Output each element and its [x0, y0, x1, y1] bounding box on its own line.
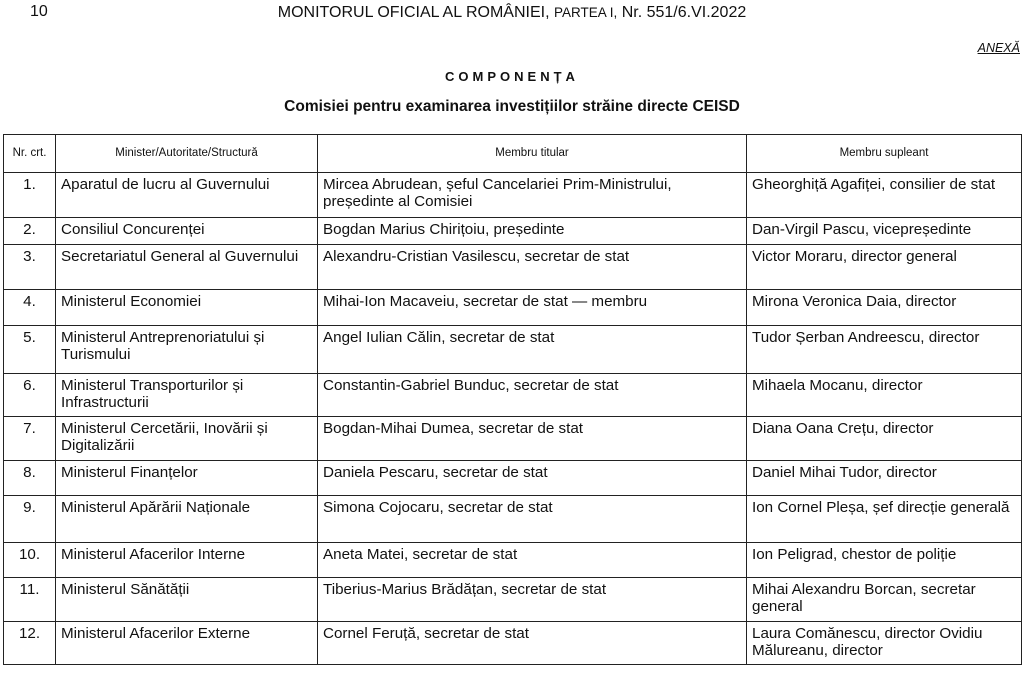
column-header-titular: Membru titular [318, 135, 747, 173]
table-row [4, 543, 1022, 578]
cell-nr: 1. [4, 173, 56, 218]
column-header-nr: Nr. crt. [4, 135, 56, 173]
cell-nr: 11. [4, 578, 56, 622]
gazette-header [0, 4, 1024, 22]
table-row [4, 622, 1022, 665]
page-number: 10 [30, 3, 48, 20]
cell-titular: Alexandru-Cristian Vasilescu, secretar de stat [318, 245, 747, 290]
cell-nr: 6. [4, 374, 56, 417]
composition-table [3, 134, 1022, 665]
cell-institution: Secretariatul General al Guvernului [56, 245, 318, 290]
table-row [4, 326, 1022, 374]
cell-supleant: Mihaela Mocanu, director [747, 374, 1022, 417]
column-header-institution: Minister/Autoritate/Structură [56, 135, 318, 173]
cell-institution: Ministerul Sănătății [56, 578, 318, 622]
cell-supleant: Diana Oana Crețu, director [747, 417, 1022, 461]
annex-label: ANEXĂ [977, 41, 1020, 55]
cell-institution: Ministerul Cercetării, Inovării și Digitalizării [56, 417, 318, 461]
cell-nr: 9. [4, 496, 56, 543]
table-header-row [4, 135, 1022, 173]
document-title: COMPONENȚA [445, 69, 579, 84]
cell-titular: Cornel Feruță, secretar de stat [318, 622, 747, 665]
cell-supleant: Mihai Alexandru Borcan, secretar general [747, 578, 1022, 622]
cell-supleant: Victor Moraru, director general [747, 245, 1022, 290]
table-row [4, 245, 1022, 290]
cell-supleant: Laura Comănescu, director Ovidiu Mălureanu, director [747, 622, 1022, 665]
cell-institution: Ministerul Afacerilor Interne [56, 543, 318, 578]
cell-institution: Consiliul Concurenței [56, 218, 318, 245]
cell-nr: 4. [4, 290, 56, 326]
cell-titular: Angel Iulian Călin, secretar de stat [318, 326, 747, 374]
cell-titular: Bogdan Marius Chirițoiu, președinte [318, 218, 747, 245]
table-row [4, 496, 1022, 543]
cell-nr: 10. [4, 543, 56, 578]
cell-titular: Mihai-Ion Macaveiu, secretar de stat — membru [318, 290, 747, 326]
table-row [4, 578, 1022, 622]
cell-institution: Aparatul de lucru al Guvernului [56, 173, 318, 218]
cell-supleant: Ion Cornel Pleșa, șef direcție generală [747, 496, 1022, 543]
cell-supleant: Mirona Veronica Daia, director [747, 290, 1022, 326]
cell-titular: Daniela Pescaru, secretar de stat [318, 461, 747, 496]
cell-supleant: Gheorghiță Agafiței, consilier de stat [747, 173, 1022, 218]
table-row [4, 417, 1022, 461]
cell-nr: 5. [4, 326, 56, 374]
cell-institution: Ministerul Afacerilor Externe [56, 622, 318, 665]
cell-nr: 7. [4, 417, 56, 461]
cell-supleant: Dan-Virgil Pascu, vicepreședinte [747, 218, 1022, 245]
cell-institution: Ministerul Apărării Naționale [56, 496, 318, 543]
column-header-supleant: Membru supleant [747, 135, 1022, 173]
cell-supleant: Ion Peligrad, chestor de poliție [747, 543, 1022, 578]
cell-nr: 3. [4, 245, 56, 290]
document-subtitle: Comisiei pentru examinarea investițiilor străine directe CEISD [284, 98, 740, 115]
cell-titular: Bogdan-Mihai Dumea, secretar de stat [318, 417, 747, 461]
cell-institution: Ministerul Economiei [56, 290, 318, 326]
gazette-issue: Nr. 551/6.VI.2022 [621, 4, 747, 21]
cell-institution: Ministerul Transporturilor și Infrastructurii [56, 374, 318, 417]
cell-titular: Tiberius-Marius Brădățan, secretar de stat [318, 578, 747, 622]
cell-titular: Constantin-Gabriel Bunduc, secretar de stat [318, 374, 747, 417]
cell-nr: 12. [4, 622, 56, 665]
cell-nr: 2. [4, 218, 56, 245]
cell-institution: Ministerul Antreprenoriatului și Turismului [56, 326, 318, 374]
cell-nr: 8. [4, 461, 56, 496]
cell-titular: Simona Cojocaru, secretar de stat [318, 496, 747, 543]
gazette-title: MONITORUL OFICIAL AL ROMÂNIEI, [277, 4, 550, 21]
table-row [4, 218, 1022, 245]
cell-supleant: Daniel Mihai Tudor, director [747, 461, 1022, 496]
table-row [4, 461, 1022, 496]
table-row [4, 290, 1022, 326]
cell-institution: Ministerul Finanțelor [56, 461, 318, 496]
cell-titular: Aneta Matei, secretar de stat [318, 543, 747, 578]
table-row [4, 374, 1022, 417]
cell-titular: Mircea Abrudean, șeful Cancelariei Prim-Ministrului, președinte al Comisiei [318, 173, 747, 218]
cell-supleant: Tudor Șerban Andreescu, director [747, 326, 1022, 374]
table-row [4, 173, 1022, 218]
gazette-part: PARTEA I, [553, 5, 618, 20]
